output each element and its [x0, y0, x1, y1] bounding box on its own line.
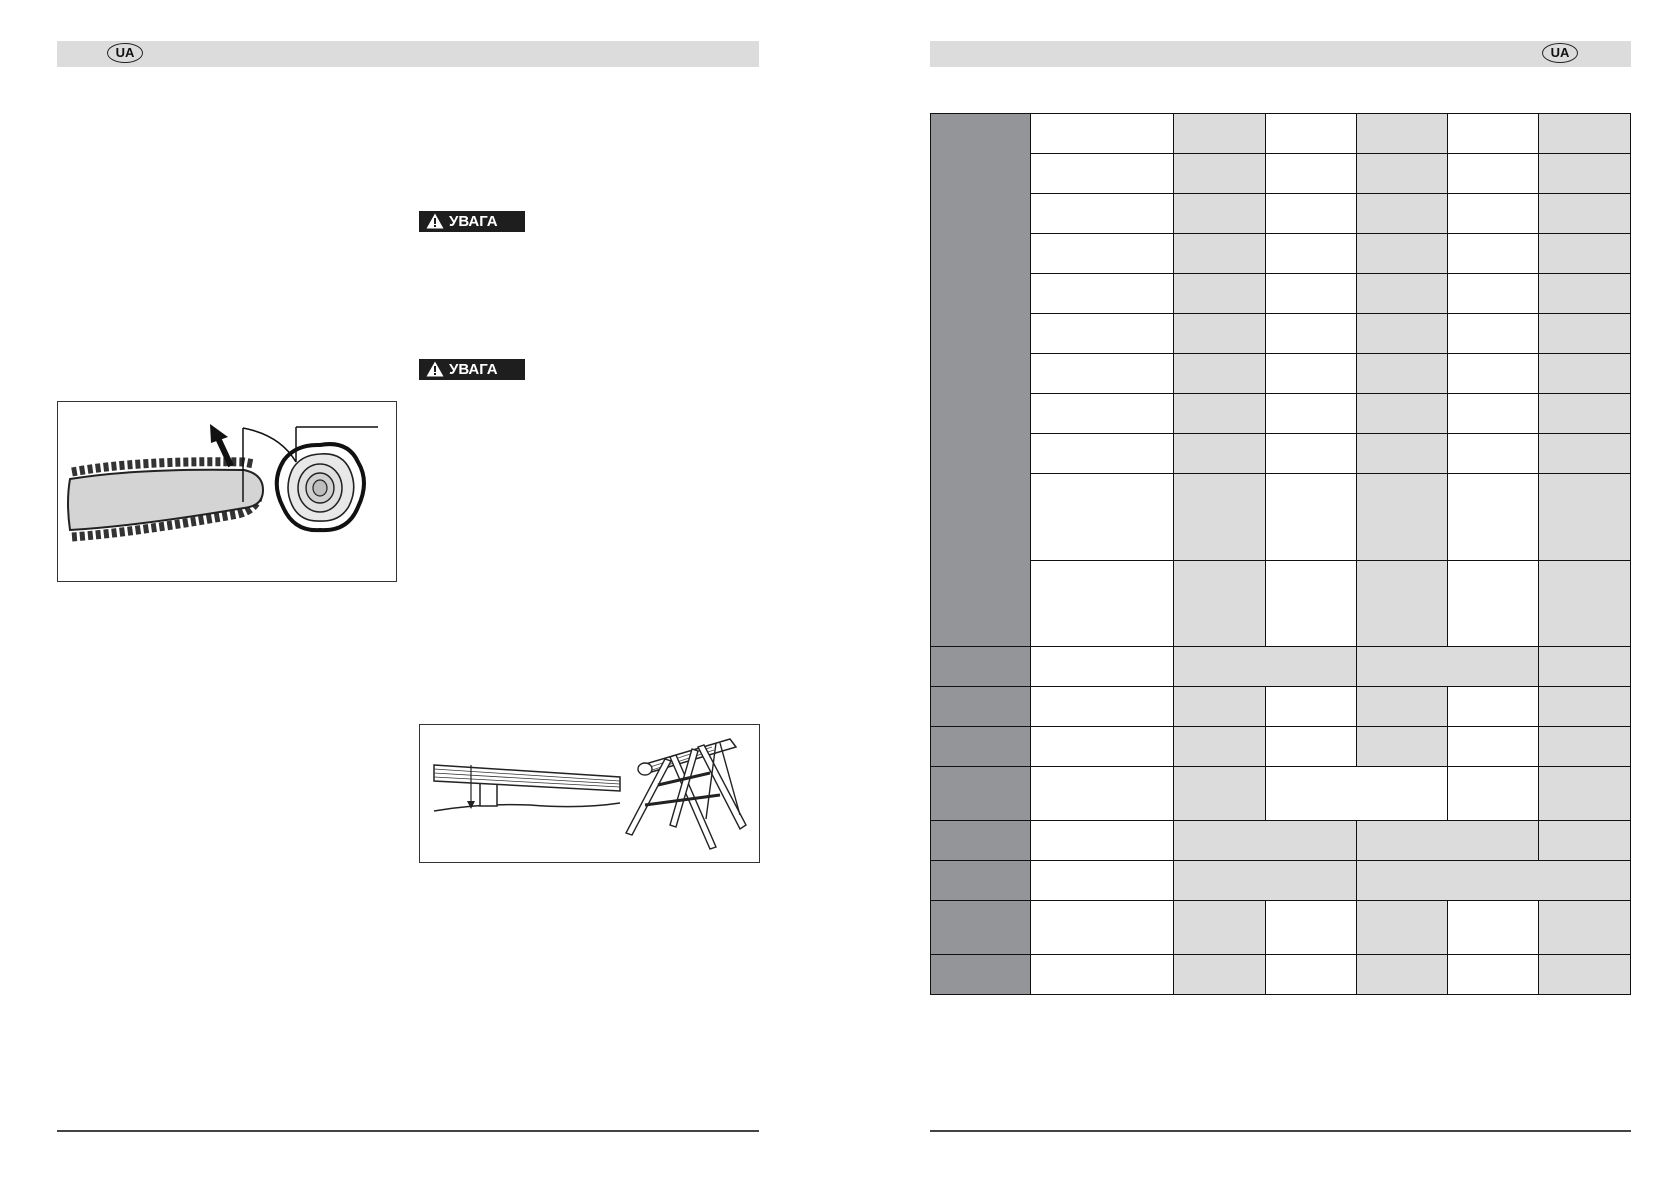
table-cell [1266, 274, 1357, 314]
table-cell [1448, 394, 1539, 434]
table-cell [1448, 194, 1539, 234]
right-page-header-band [930, 41, 1631, 67]
table-cell [1539, 314, 1631, 354]
table-row [931, 194, 1631, 234]
table-cell [1174, 727, 1266, 767]
table-cell [1174, 154, 1266, 194]
table-cell [1539, 767, 1631, 821]
table-cell [1448, 314, 1539, 354]
table-cell [1539, 434, 1631, 474]
table-cell [1448, 955, 1539, 995]
table-category-cell [931, 727, 1031, 767]
table-row [931, 354, 1631, 394]
table-cell [1357, 274, 1448, 314]
table-cell [1539, 647, 1631, 687]
table-cell [1266, 901, 1357, 955]
sawhorse-icon [626, 739, 746, 849]
table-cell [1031, 234, 1174, 274]
table-row [931, 434, 1631, 474]
table-cell [1266, 474, 1357, 561]
table-cell [1539, 901, 1631, 955]
table-cell [1174, 314, 1266, 354]
table-cell [1031, 354, 1174, 394]
table-row [931, 727, 1631, 767]
table-cell [1266, 687, 1357, 727]
table-cell [1174, 561, 1266, 647]
table-cell [1266, 234, 1357, 274]
table-cell [1357, 861, 1631, 901]
table-cell [1539, 114, 1631, 154]
table-cell [1174, 274, 1266, 314]
table-row [931, 901, 1631, 955]
table-cell [1448, 561, 1539, 647]
table-cell [1031, 821, 1174, 861]
table-cell [1174, 767, 1266, 821]
table-cell [1174, 434, 1266, 474]
table-cell [1174, 194, 1266, 234]
table-row [931, 114, 1631, 154]
table-cell [1031, 394, 1174, 434]
table-category-cell [931, 955, 1031, 995]
table-category-cell [931, 647, 1031, 687]
table-cell [1448, 901, 1539, 955]
table-cell [1266, 767, 1448, 821]
table-cell [1031, 561, 1174, 647]
table-cell [1539, 727, 1631, 767]
table-row [931, 234, 1631, 274]
table-cell [1031, 314, 1174, 354]
table-row [931, 314, 1631, 354]
table-row [931, 821, 1631, 861]
table-cell [1031, 647, 1174, 687]
table-cell [1539, 821, 1631, 861]
table-cell [1357, 114, 1448, 154]
table-row [931, 955, 1631, 995]
kickback-illustration [58, 402, 396, 581]
table-cell [1357, 647, 1539, 687]
table-cell [1357, 394, 1448, 434]
table-cell [1031, 687, 1174, 727]
table-cell [1031, 901, 1174, 955]
table-cell [1174, 394, 1266, 434]
table-cell [1174, 114, 1266, 154]
warning-label [419, 211, 525, 232]
table-cell [1031, 434, 1174, 474]
table-cell [1174, 647, 1357, 687]
table-cell [1539, 194, 1631, 234]
language-badge: UA [107, 43, 143, 63]
table-cell [1357, 687, 1448, 727]
language-badge: UA [1542, 43, 1578, 63]
table-cell [1448, 767, 1539, 821]
table-cell [1174, 687, 1266, 727]
table-cell [1357, 434, 1448, 474]
table-row [931, 861, 1631, 901]
table-cell [1448, 354, 1539, 394]
table-category-cell [931, 901, 1031, 955]
table-cell [1357, 474, 1448, 561]
table-cell [1357, 354, 1448, 394]
table-row [931, 154, 1631, 194]
table-cell [1357, 901, 1448, 955]
table-cell [1539, 354, 1631, 394]
table-cell [1266, 314, 1357, 354]
table-row [931, 647, 1631, 687]
table-cell [1266, 154, 1357, 194]
table-row [931, 687, 1631, 727]
log-cross-section [277, 444, 364, 530]
table-cell [1539, 274, 1631, 314]
table-cell [1174, 474, 1266, 561]
table-cell [1539, 394, 1631, 434]
table-category-cell [931, 861, 1031, 901]
table-cell [1031, 727, 1174, 767]
table-cell [1539, 154, 1631, 194]
table-category-cell [931, 114, 1031, 647]
table-cell [1266, 955, 1357, 995]
warning-triangle-icon [426, 213, 444, 229]
table-cell [1031, 274, 1174, 314]
table-cell [1266, 434, 1357, 474]
table-cell [1539, 474, 1631, 561]
table-cell [1174, 234, 1266, 274]
table-cell [1031, 114, 1174, 154]
table-cell [1448, 154, 1539, 194]
right-page-footer-rule [930, 1130, 1631, 1132]
warning-label-text: УВАГА [449, 361, 498, 378]
table-cell [1357, 821, 1539, 861]
table-cell [1357, 955, 1448, 995]
table-cell [1539, 687, 1631, 727]
table-cell [1539, 561, 1631, 647]
table-cell [1357, 561, 1448, 647]
table-cell [1031, 194, 1174, 234]
kickback-figure [57, 401, 397, 582]
table-cell [1031, 154, 1174, 194]
table-cell [1357, 314, 1448, 354]
table-cell [1266, 727, 1357, 767]
warning-triangle-icon [426, 361, 444, 377]
table-cell [1266, 561, 1357, 647]
left-page-header-band [57, 41, 759, 67]
table-cell [1539, 955, 1631, 995]
table-cell [1357, 234, 1448, 274]
log-support-illustration [420, 725, 759, 862]
table-cell [1448, 687, 1539, 727]
table-cell [1448, 114, 1539, 154]
table-cell [1448, 234, 1539, 274]
table-cell [1031, 861, 1174, 901]
warning-label-text: УВАГА [449, 213, 498, 230]
table-cell [1174, 955, 1266, 995]
table-cell [1266, 114, 1357, 154]
table-cell [1357, 727, 1448, 767]
table-cell [1357, 154, 1448, 194]
table-cell [1266, 394, 1357, 434]
table-cell [1174, 354, 1266, 394]
table-cell [1031, 955, 1174, 995]
table-cell [1174, 861, 1357, 901]
table-category-cell [931, 821, 1031, 861]
table-cell [1174, 821, 1357, 861]
log-support-figure [419, 724, 760, 863]
table-row [931, 561, 1631, 647]
table-cell [1448, 474, 1539, 561]
table-row [931, 274, 1631, 314]
table-cell [1448, 727, 1539, 767]
table-cell [1357, 194, 1448, 234]
left-page-footer-rule [57, 1130, 759, 1132]
specification-table [930, 113, 1631, 995]
table-cell [1266, 354, 1357, 394]
table-row [931, 474, 1631, 561]
warning-label [419, 359, 525, 380]
table-cell [1031, 767, 1174, 821]
table-category-cell [931, 767, 1031, 821]
table-cell [1031, 474, 1174, 561]
table-cell [1448, 434, 1539, 474]
table-cell [1266, 194, 1357, 234]
table-row [931, 394, 1631, 434]
kickback-arrow-icon [210, 424, 231, 466]
table-cell [1448, 274, 1539, 314]
table-cell [1539, 234, 1631, 274]
table-row [931, 767, 1631, 821]
table-category-cell [931, 687, 1031, 727]
table-cell [1174, 901, 1266, 955]
